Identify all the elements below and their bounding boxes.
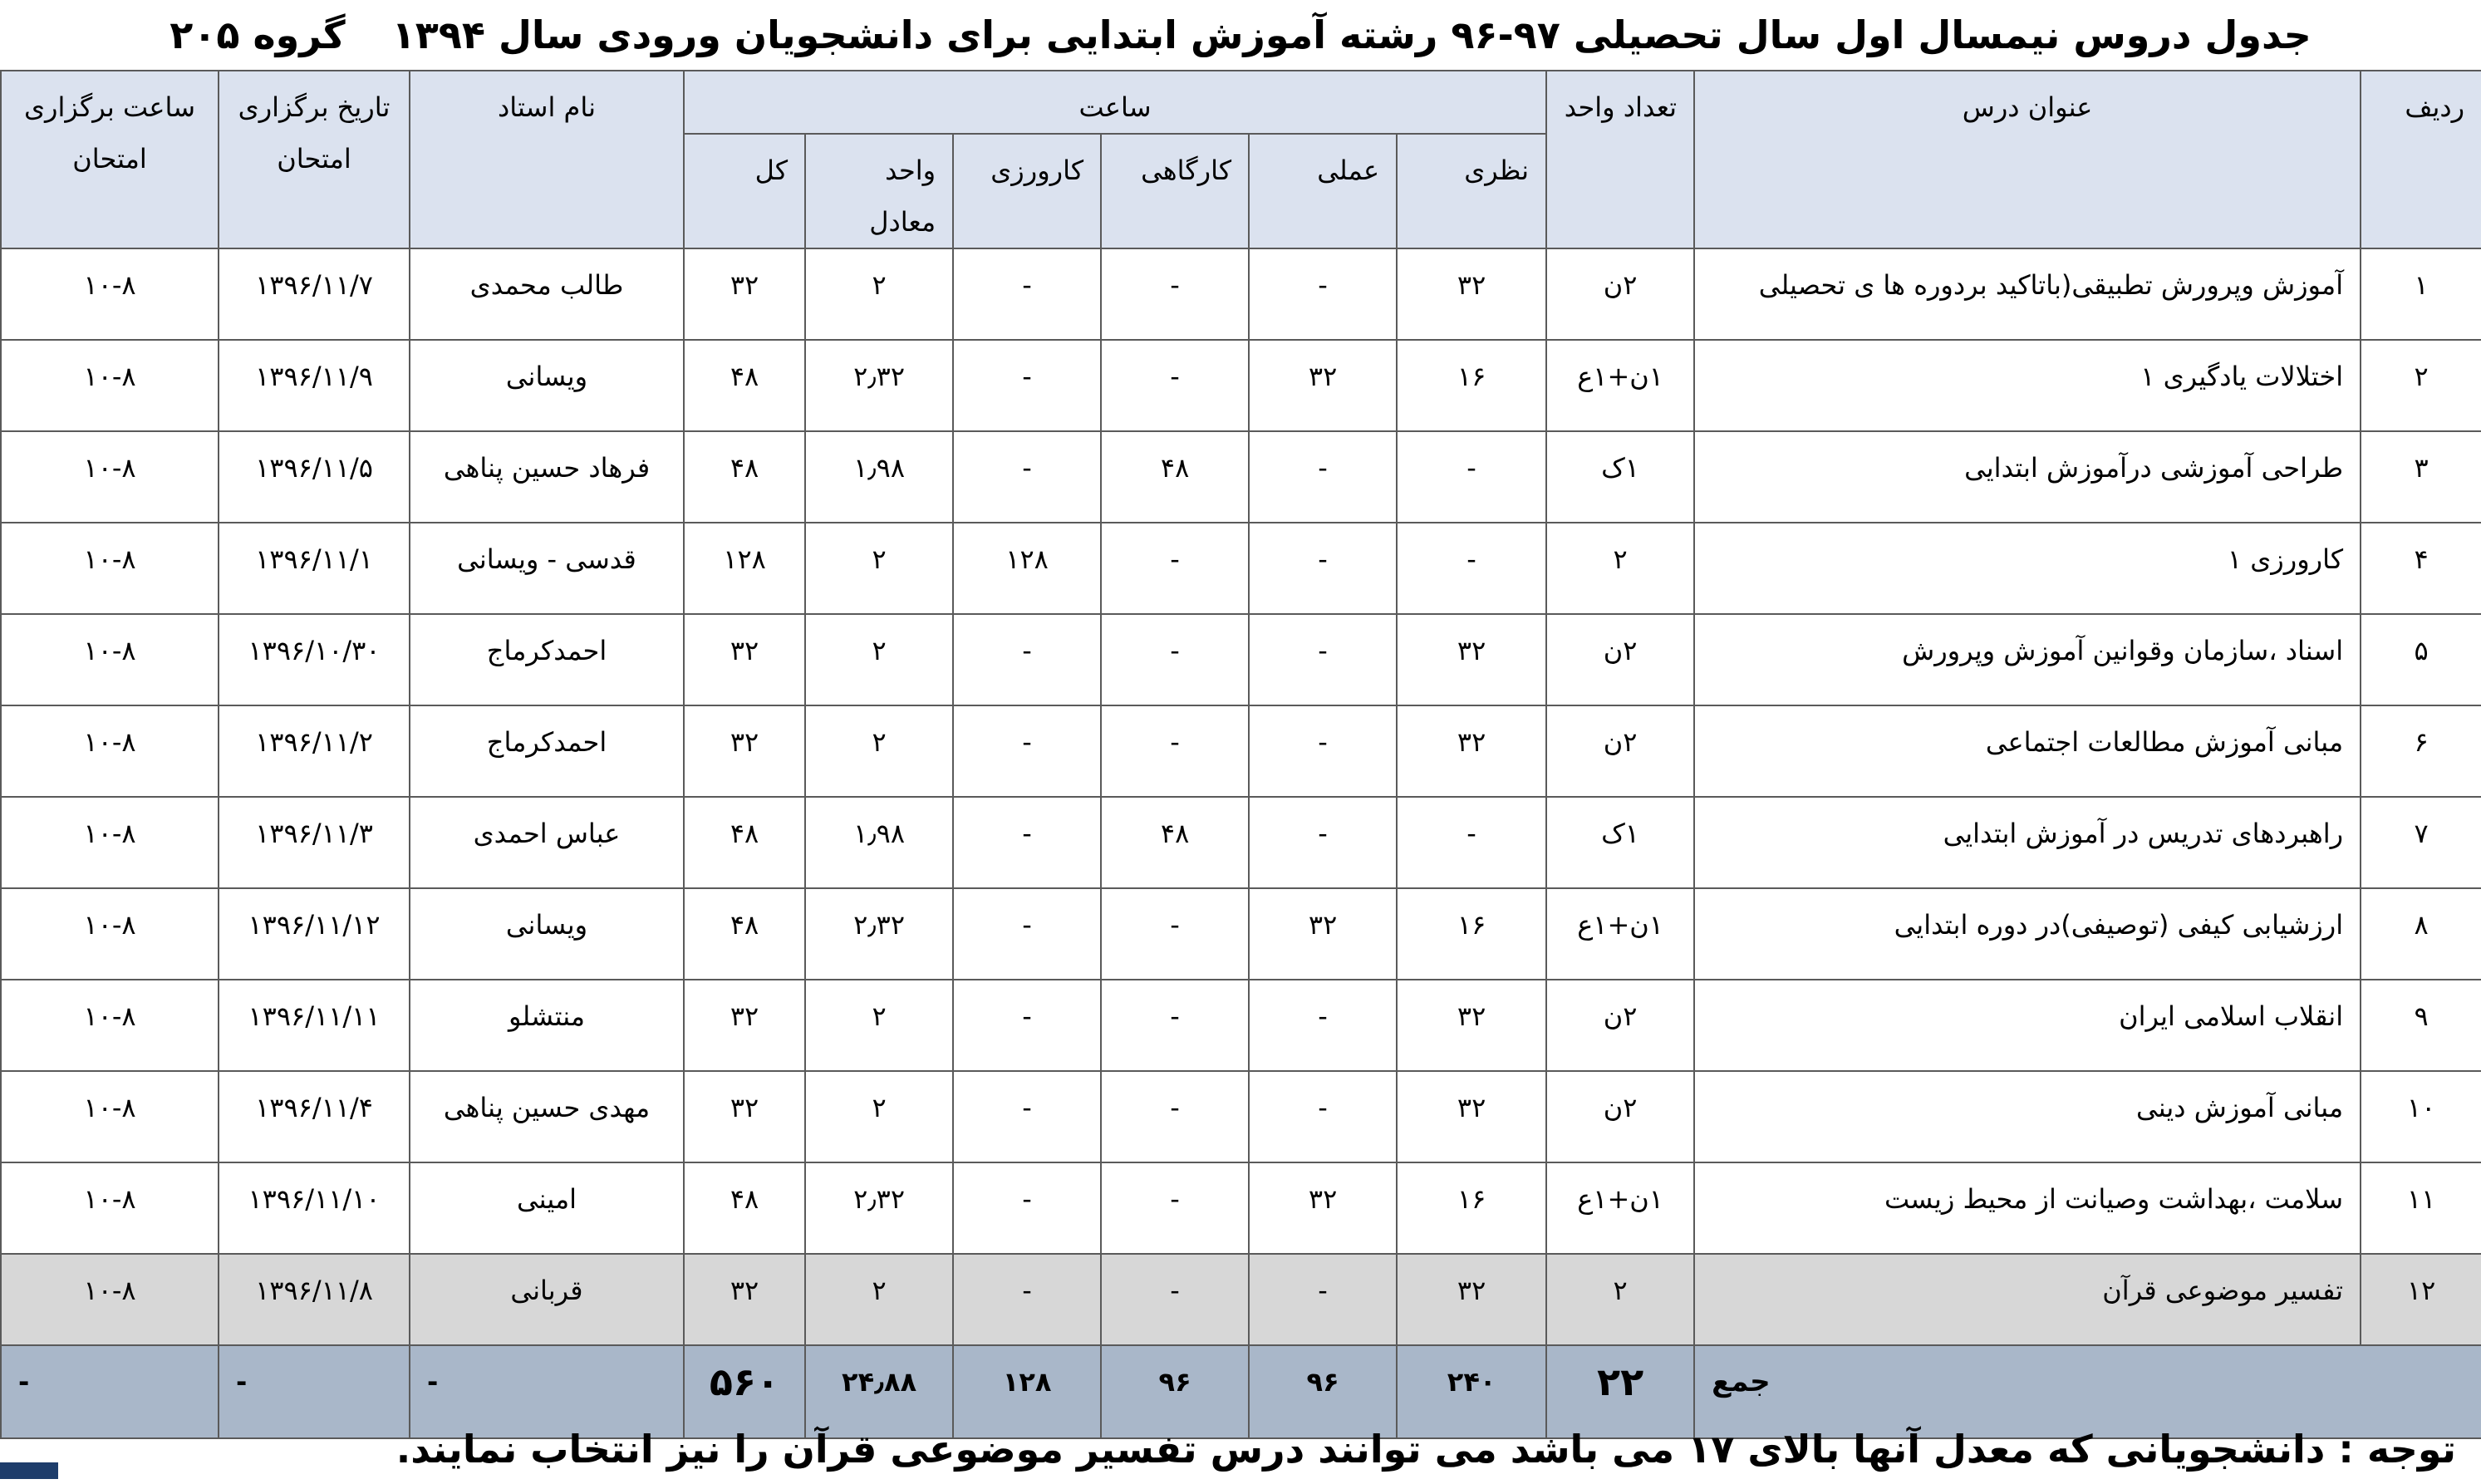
cell-exam-date: ۱۳۹۶/۱۱/۱۱ — [219, 980, 410, 1071]
cell-units: ۲ن — [1546, 614, 1694, 705]
cell-exam-date: ۱۳۹۶/۱۱/۸ — [219, 1254, 410, 1345]
cell-exam-date: ۱۳۹۶/۱۱/۱۰ — [219, 1162, 410, 1254]
footnote: توجه : دانشجویانی که معدل آنها بالای ۱۷ می باشد می توانند درس تفسیر موضوعی قرآن را نیز انتخاب نمایند. — [395, 1427, 2456, 1472]
cell-row-no: ۹ — [2361, 980, 2481, 1071]
totals-instructor: - — [410, 1345, 684, 1438]
header-equiv-units: واحد معادل — [805, 134, 953, 248]
cell-instructor: ویسانی — [410, 888, 684, 980]
table-row — [1, 340, 2481, 431]
cell-workshop: - — [1101, 340, 1249, 431]
cell-theory: ۳۲ — [1397, 1071, 1546, 1162]
cell-internship: - — [953, 1071, 1101, 1162]
cell-exam-time: ۱۰-۸ — [1, 431, 219, 523]
cell-units: ۲ — [1546, 523, 1694, 614]
cell-internship: - — [953, 340, 1101, 431]
cell-units: ۲ — [1546, 1254, 1694, 1345]
schedule-table — [0, 70, 2481, 1439]
cell-equiv-units: ۲ — [805, 523, 953, 614]
cell-exam-time: ۱۰-۸ — [1, 705, 219, 797]
header-hours: ساعت — [684, 71, 1546, 134]
title-group: گروه ۲۰۵ — [169, 12, 346, 57]
cell-theory: - — [1397, 431, 1546, 523]
cell-row-no: ۳ — [2361, 431, 2481, 523]
cell-exam-date: ۱۳۹۶/۱۱/۳ — [219, 797, 410, 888]
cell-row-no: ۱ — [2361, 248, 2481, 340]
cell-total: ۳۲ — [684, 1254, 805, 1345]
cell-workshop: - — [1101, 705, 1249, 797]
cell-instructor: طالب محمدی — [410, 248, 684, 340]
header-exam-date: تاریخ برگزاری امتحان — [219, 71, 410, 248]
cell-internship: - — [953, 248, 1101, 340]
cell-total: ۴۸ — [684, 340, 805, 431]
header-row-no: ردیف — [2361, 71, 2481, 248]
cell-exam-time: ۱۰-۸ — [1, 1254, 219, 1345]
cell-total: ۱۲۸ — [684, 523, 805, 614]
cell-units: ۲ن — [1546, 980, 1694, 1071]
site-logo — [0, 1462, 58, 1479]
table-row — [1, 888, 2481, 980]
cell-row-no: ۱۰ — [2361, 1071, 2481, 1162]
cell-equiv-units: ۲ — [805, 1071, 953, 1162]
header-internship: کارورزی — [953, 134, 1101, 248]
cell-theory: ۳۲ — [1397, 614, 1546, 705]
cell-exam-time: ۱۰-۸ — [1, 523, 219, 614]
cell-exam-time: ۱۰-۸ — [1, 1071, 219, 1162]
cell-exam-time: ۱۰-۸ — [1, 614, 219, 705]
cell-theory: ۳۲ — [1397, 248, 1546, 340]
cell-units: ۱ک — [1546, 431, 1694, 523]
cell-row-no: ۲ — [2361, 340, 2481, 431]
table-row — [1, 1071, 2481, 1162]
table-row — [1, 1254, 2481, 1345]
cell-workshop: - — [1101, 248, 1249, 340]
cell-internship: - — [953, 797, 1101, 888]
cell-exam-date: ۱۳۹۶/۱۱/۹ — [219, 340, 410, 431]
cell-practical: - — [1249, 1254, 1397, 1345]
cell-instructor: احمدکرماج — [410, 614, 684, 705]
cell-workshop: - — [1101, 1254, 1249, 1345]
cell-row-no: ۵ — [2361, 614, 2481, 705]
cell-row-no: ۸ — [2361, 888, 2481, 980]
cell-equiv-units: ۲٫۳۲ — [805, 340, 953, 431]
table-row — [1, 980, 2481, 1071]
cell-workshop: - — [1101, 614, 1249, 705]
cell-course-title: تفسیر موضوعی قرآن — [1694, 1254, 2361, 1345]
cell-equiv-units: ۲٫۳۲ — [805, 1162, 953, 1254]
cell-course-title: مبانی آموزش مطالعات اجتماعی — [1694, 705, 2361, 797]
cell-total: ۴۸ — [684, 797, 805, 888]
cell-workshop: ۴۸ — [1101, 431, 1249, 523]
cell-instructor: قدسی - ویسانی — [410, 523, 684, 614]
cell-total: ۳۲ — [684, 980, 805, 1071]
cell-units: ۱ک — [1546, 797, 1694, 888]
cell-row-no: ۱۱ — [2361, 1162, 2481, 1254]
cell-practical: - — [1249, 797, 1397, 888]
cell-practical: - — [1249, 523, 1397, 614]
cell-units: ۲ن — [1546, 705, 1694, 797]
cell-total: ۳۲ — [684, 614, 805, 705]
totals-internship: ۱۲۸ — [953, 1345, 1101, 1438]
cell-course-title: آموزش وپرورش تطبیقی(باتاکید بردوره ها ی تحصیلی — [1694, 248, 2361, 340]
cell-theory: - — [1397, 523, 1546, 614]
header-practical: عملی — [1249, 134, 1397, 248]
cell-row-no: ۷ — [2361, 797, 2481, 888]
cell-equiv-units: ۲٫۳۲ — [805, 888, 953, 980]
cell-internship: - — [953, 705, 1101, 797]
table-row — [1, 797, 2481, 888]
cell-practical: ۳۲ — [1249, 340, 1397, 431]
cell-row-no: ۶ — [2361, 705, 2481, 797]
cell-exam-date: ۱۳۹۶/۱۱/۱ — [219, 523, 410, 614]
cell-equiv-units: ۲ — [805, 248, 953, 340]
cell-course-title: ارزشیابی کیفی (توصیفی)در دوره ابتدایی — [1694, 888, 2361, 980]
header-units: تعداد واحد — [1546, 71, 1694, 248]
cell-equiv-units: ۱٫۹۸ — [805, 431, 953, 523]
cell-exam-date: ۱۳۹۶/۱۰/۳۰ — [219, 614, 410, 705]
cell-practical: - — [1249, 1071, 1397, 1162]
cell-workshop: - — [1101, 1071, 1249, 1162]
header-exam-time: ساعت برگزاری امتحان — [1, 71, 219, 248]
cell-practical: ۳۲ — [1249, 888, 1397, 980]
totals-practical: ۹۶ — [1249, 1345, 1397, 1438]
table-row — [1, 614, 2481, 705]
cell-instructor: عباس احمدی — [410, 797, 684, 888]
cell-row-no: ۱۲ — [2361, 1254, 2481, 1345]
cell-units: ۱ن+۱ع — [1546, 888, 1694, 980]
cell-internship: - — [953, 614, 1101, 705]
cell-course-title: انقلاب اسلامی ایران — [1694, 980, 2361, 1071]
cell-internship: - — [953, 980, 1101, 1071]
totals-label: جمع — [1694, 1345, 2481, 1438]
cell-instructor: ویسانی — [410, 340, 684, 431]
cell-equiv-units: ۲ — [805, 980, 953, 1071]
cell-total: ۴۸ — [684, 431, 805, 523]
cell-internship: - — [953, 431, 1101, 523]
cell-theory: ۱۶ — [1397, 340, 1546, 431]
cell-units: ۲ن — [1546, 1071, 1694, 1162]
cell-theory: ۳۲ — [1397, 1254, 1546, 1345]
cell-exam-time: ۱۰-۸ — [1, 340, 219, 431]
totals-theory: ۲۴۰ — [1397, 1345, 1546, 1438]
cell-total: ۳۲ — [684, 705, 805, 797]
cell-total: ۴۸ — [684, 1162, 805, 1254]
cell-workshop: - — [1101, 888, 1249, 980]
cell-workshop: - — [1101, 523, 1249, 614]
totals-date: - — [219, 1345, 410, 1438]
cell-practical: ۳۲ — [1249, 1162, 1397, 1254]
title-main: جدول دروس نیمسال اول سال تحصیلی ۹۷-۹۶ رشته آموزش ابتدایی برای دانشجویان ورودی سال ۱۳۹۴ — [391, 12, 2312, 57]
page-title — [0, 7, 2481, 63]
cell-exam-date: ۱۳۹۶/۱۱/۷ — [219, 248, 410, 340]
cell-workshop: - — [1101, 980, 1249, 1071]
cell-units: ۱ن+۱ع — [1546, 340, 1694, 431]
cell-theory: ۱۶ — [1397, 888, 1546, 980]
cell-exam-time: ۱۰-۸ — [1, 248, 219, 340]
cell-theory: - — [1397, 797, 1546, 888]
cell-course-title: اختلالات یادگیری ۱ — [1694, 340, 2361, 431]
cell-total: ۳۲ — [684, 1071, 805, 1162]
cell-total: ۴۸ — [684, 888, 805, 980]
cell-course-title: سلامت ،بهداشت وصیانت از محیط زیست — [1694, 1162, 2361, 1254]
table-row — [1, 248, 2481, 340]
cell-course-title: مبانی آموزش دینی — [1694, 1071, 2361, 1162]
cell-practical: - — [1249, 705, 1397, 797]
cell-internship: - — [953, 1162, 1101, 1254]
cell-course-title: کارورزی ۱ — [1694, 523, 2361, 614]
cell-practical: - — [1249, 248, 1397, 340]
cell-practical: - — [1249, 980, 1397, 1071]
header-total: کل — [684, 134, 805, 248]
cell-workshop: ۴۸ — [1101, 797, 1249, 888]
cell-exam-time: ۱۰-۸ — [1, 888, 219, 980]
table-row — [1, 705, 2481, 797]
cell-internship: - — [953, 888, 1101, 980]
table-row — [1, 431, 2481, 523]
cell-course-title: طراحی آموزشی درآموزش ابتدایی — [1694, 431, 2361, 523]
totals-equiv: ۲۴٫۸۸ — [805, 1345, 953, 1438]
cell-exam-date: ۱۳۹۶/۱۱/۲ — [219, 705, 410, 797]
cell-equiv-units: ۲ — [805, 1254, 953, 1345]
cell-units: ۲ن — [1546, 248, 1694, 340]
cell-row-no: ۴ — [2361, 523, 2481, 614]
cell-instructor: فرهاد حسین پناهی — [410, 431, 684, 523]
header-theory: نظری — [1397, 134, 1546, 248]
cell-workshop: - — [1101, 1162, 1249, 1254]
totals-time: - — [1, 1345, 219, 1438]
cell-units: ۱ن+۱ع — [1546, 1162, 1694, 1254]
cell-instructor: امینی — [410, 1162, 684, 1254]
cell-theory: ۳۲ — [1397, 980, 1546, 1071]
cell-theory: ۳۲ — [1397, 705, 1546, 797]
cell-total: ۳۲ — [684, 248, 805, 340]
cell-equiv-units: ۱٫۹۸ — [805, 797, 953, 888]
totals-total: ۵۶۰ — [684, 1345, 805, 1438]
cell-practical: - — [1249, 614, 1397, 705]
cell-instructor: مهدی حسین پناهی — [410, 1071, 684, 1162]
cell-theory: ۱۶ — [1397, 1162, 1546, 1254]
totals-workshop: ۹۶ — [1101, 1345, 1249, 1438]
cell-equiv-units: ۲ — [805, 614, 953, 705]
cell-exam-date: ۱۳۹۶/۱۱/۴ — [219, 1071, 410, 1162]
cell-internship: ۱۲۸ — [953, 523, 1101, 614]
table-row — [1, 523, 2481, 614]
cell-exam-time: ۱۰-۸ — [1, 797, 219, 888]
header-course-title: عنوان درس — [1694, 71, 2361, 248]
cell-course-title: راهبردهای تدریس در آموزش ابتدایی — [1694, 797, 2361, 888]
cell-equiv-units: ۲ — [805, 705, 953, 797]
cell-exam-time: ۱۰-۸ — [1, 980, 219, 1071]
cell-internship: - — [953, 1254, 1101, 1345]
totals-units: ۲۲ — [1546, 1345, 1694, 1438]
cell-practical: - — [1249, 431, 1397, 523]
table-row — [1, 1162, 2481, 1254]
cell-exam-date: ۱۳۹۶/۱۱/۱۲ — [219, 888, 410, 980]
cell-course-title: اسناد ،سازمان وقوانین آموزش وپرورش — [1694, 614, 2361, 705]
header-workshop: کارگاهی — [1101, 134, 1249, 248]
cell-exam-time: ۱۰-۸ — [1, 1162, 219, 1254]
cell-instructor: منتشلو — [410, 980, 684, 1071]
header-instructor: نام استاد — [410, 71, 684, 248]
cell-exam-date: ۱۳۹۶/۱۱/۵ — [219, 431, 410, 523]
cell-instructor: قربانی — [410, 1254, 684, 1345]
cell-instructor: احمدکرماج — [410, 705, 684, 797]
